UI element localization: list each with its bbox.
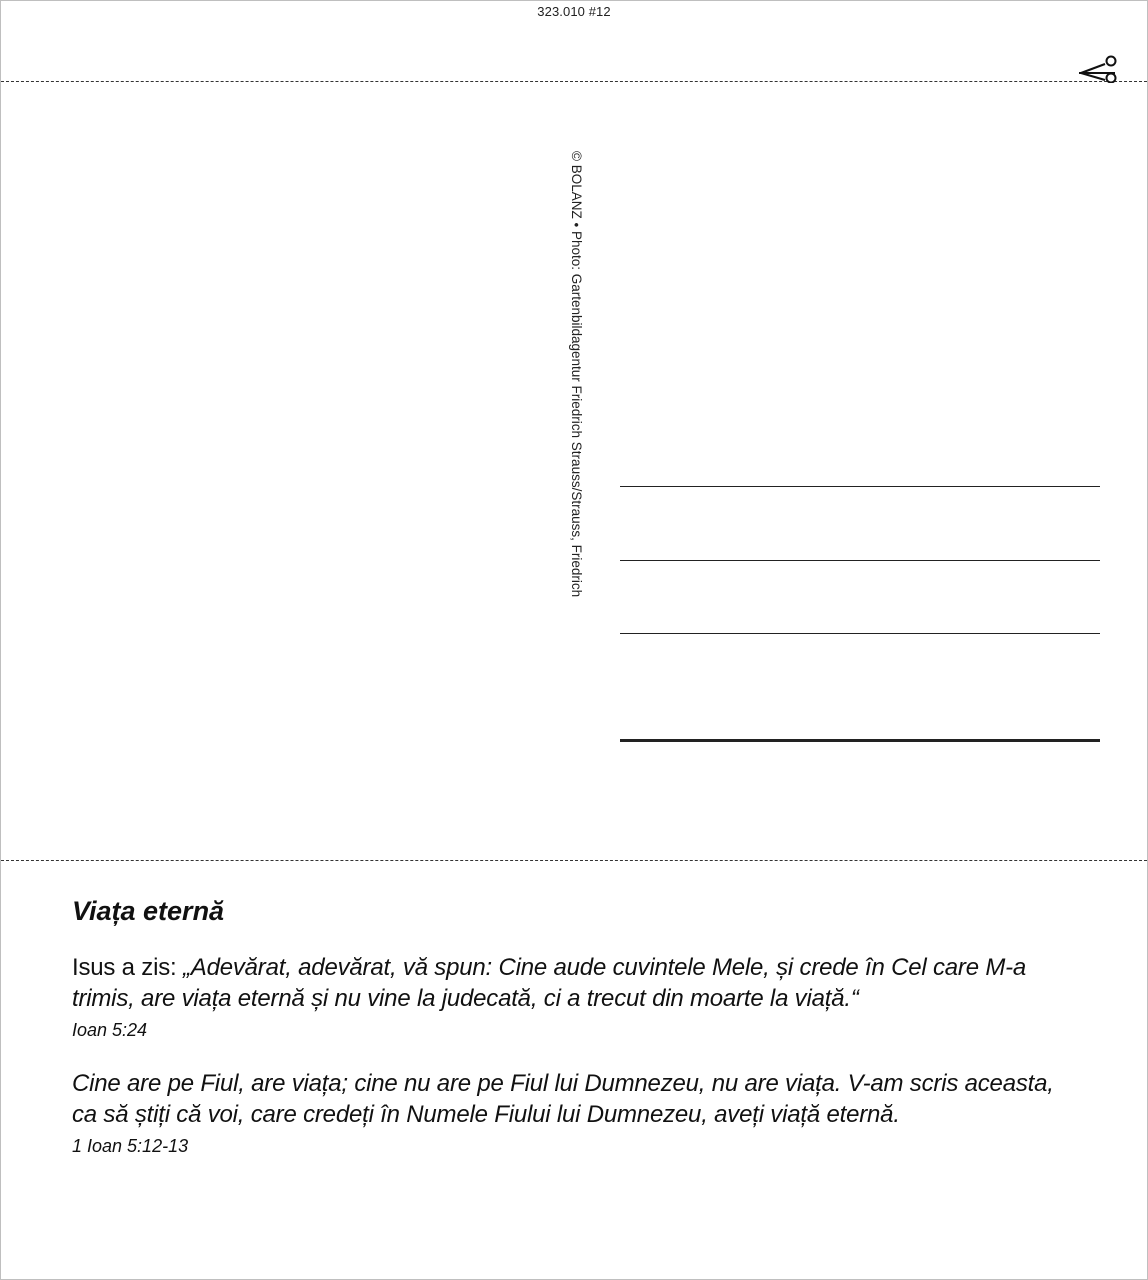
product-code: 323.010 #12 xyxy=(537,4,611,19)
verse-1-lead: Isus a zis: xyxy=(72,954,183,981)
cut-line-top xyxy=(1,81,1147,82)
verse-block-1 xyxy=(72,952,1082,1042)
address-line xyxy=(620,486,1100,487)
verse-1-quote: „Adevărat, adevărat, vă spun: Cine aude cuvintele Mele, și crede în Cel care M-a trimis, are viața eternă și nu vine la judecată, ci a trecut din moarte la viață.“ xyxy=(72,954,1027,1012)
address-line-bold xyxy=(620,739,1100,742)
card-title: Viața eternă xyxy=(72,896,225,926)
verse-section xyxy=(72,894,1082,1158)
address-line xyxy=(620,560,1100,561)
address-line xyxy=(620,633,1100,634)
photo-credit: © BOLANZ • Photo: Gartenbildagentur Friedrich Strauss/Strauss, Friedrich xyxy=(569,151,584,598)
cut-line-bottom xyxy=(1,860,1147,861)
verse-1-reference: Ioan 5:24 xyxy=(72,1020,148,1040)
scissors-icon xyxy=(1077,53,1121,83)
verse-block-2 xyxy=(72,1068,1082,1158)
verse-2-text: Cine are pe Fiul, are viața; cine nu are pe Fiul lui Dumnezeu, nu are viața. V-am scris aceasta, ca să știți că voi, care credeți în Numele Fiului lui Dumnezeu, aveți viață eternă. xyxy=(72,1070,1054,1128)
verse-2-reference: 1 Ioan 5:12-13 xyxy=(72,1136,189,1156)
verse-1-text xyxy=(72,952,1082,1014)
